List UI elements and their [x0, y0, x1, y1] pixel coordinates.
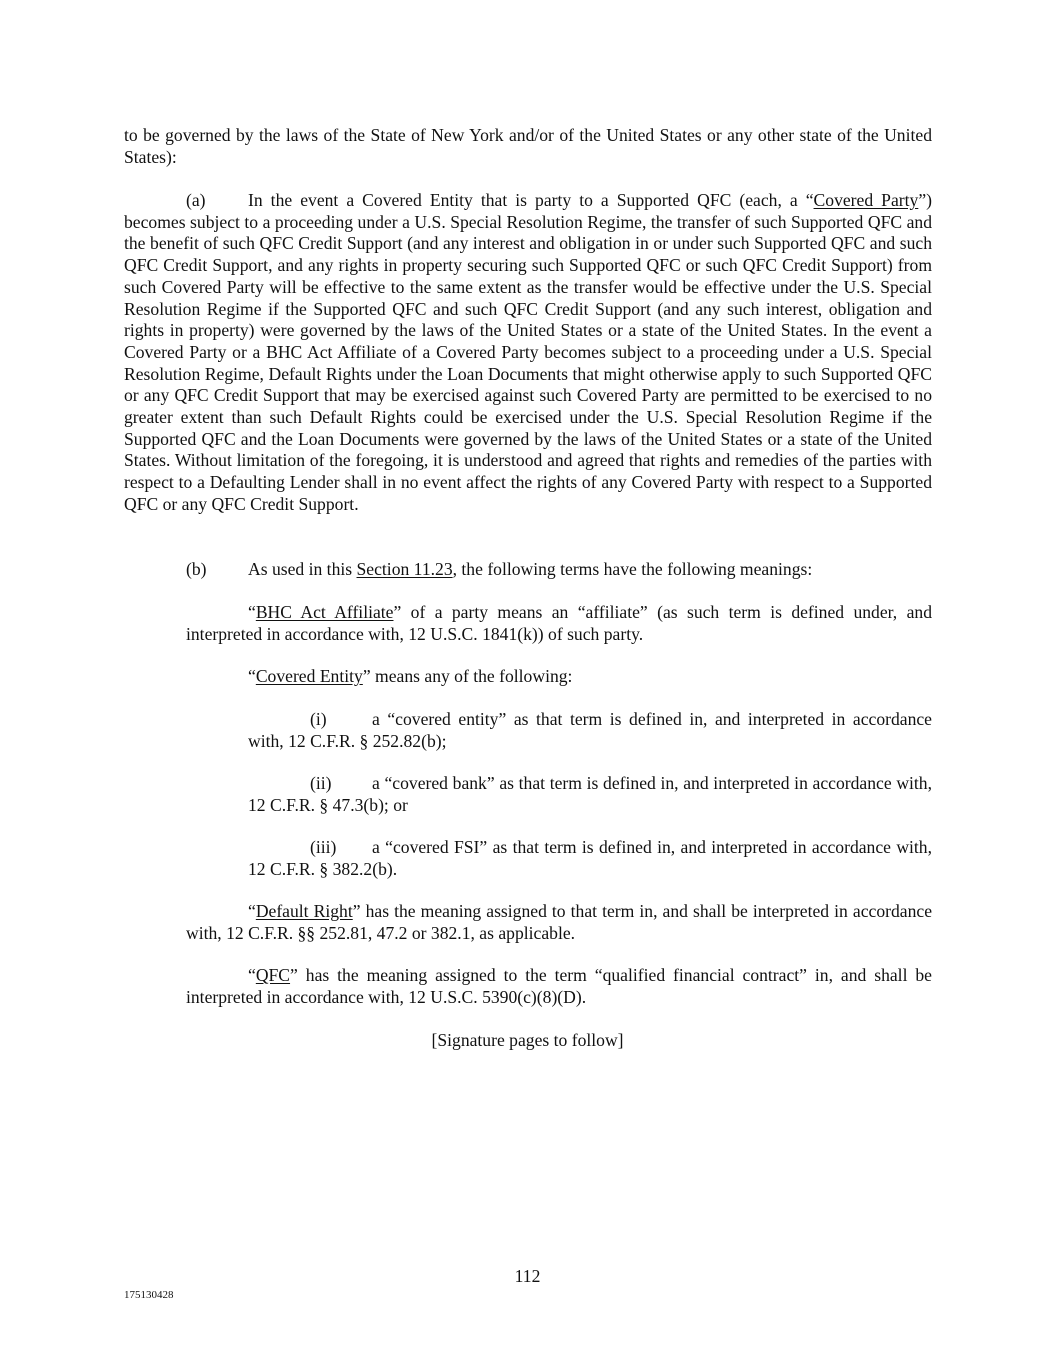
definition-default-right-text: ” has the meaning assigned to that term in, and shall be interpreted in accordance with, 12 C.F.R. §§ 252.81, 47.2 or 382.1, as applicable. [186, 901, 932, 943]
definition-covered-entity [248, 666, 932, 688]
qfc-term: QFC [255, 965, 291, 985]
bhc-act-affiliate-term: BHC Act Affiliate [255, 602, 394, 622]
definition-bhc-act-affiliate [186, 602, 932, 645]
sub-item-label: (i) [310, 709, 327, 729]
definition-open-quote: “ [248, 602, 256, 622]
paragraph-b-label: (b) [186, 559, 207, 579]
definition-open-quote: “ [248, 965, 256, 985]
sub-item-label: (iii) [310, 837, 337, 857]
sub-item-iii [248, 837, 932, 880]
section-reference-link[interactable]: Section 11.23 [356, 559, 453, 579]
paragraph-b [186, 559, 932, 581]
page-number: 112 [514, 1266, 541, 1286]
sub-item-label: (ii) [310, 773, 332, 793]
covered-entity-term: Covered Entity [255, 666, 363, 686]
definition-open-quote: “ [248, 666, 256, 686]
default-right-term: Default Right [255, 901, 353, 921]
sub-item-ii [248, 773, 932, 816]
paragraph-a-text-2: ”) becomes subject to a proceeding under a U.S. Special Resolution Regime, the transfer of such Supported QFC and the benefit of such QFC Credit Support (and any interest and obligation in or under such Supported QFC and such QFC Credit Support, and any rights in property securing such Supported QFC or such QFC Credit Support) from such Covered Party will be effective to the same extent as the transfer would be effective under the U.S. Special Resolution Regime if the Supported QFC and such QFC Credit Support (and any such interest, obligation and rights in property) were governed by the laws of the United States or a state of the United States. In the event a Covered Party or a BHC Act Affiliate of a Covered Party becomes subject to a proceeding under a U.S. Special Resolution Regime, Default Rights under the Loan Documents that might otherwise apply to such Supported QFC or any QFC Credit Support that may be exercised against such Covered Party are permitted to be exercised to no greater extent than such Default Rights could be exercised under the U.S. Special Resolution Regime if the Supported QFC and the Loan Documents were governed by the laws of the United States or a state of the United States. Without limitation of the foregoing, it is understood and agreed that rights and remedies of the parties with respect to a Defaulting Lender shall in no event affect the rights of any Covered Party with respect to a Supported QFC or any QFC Credit Support. [124, 190, 932, 514]
signature-pages-note [0, 1030, 1055, 1052]
sub-item-i [248, 709, 932, 752]
sub-item-text: a “covered bank” as that term is defined in, and interpreted in accordance with, 12 C.F.R. § 47.3(b); or [248, 773, 932, 815]
definition-qfc [186, 965, 932, 1008]
covered-party-term: Covered Party [813, 190, 919, 210]
sub-item-text: a “covered entity” as that term is defined in, and interpreted in accordance with, 12 C.F.R. § 252.82(b); [248, 709, 932, 751]
document-id: 175130428 [124, 1289, 174, 1301]
definition-bhc-text: ” of a party means an “affiliate” (as such term is defined under, and interpreted in accordance with, 12 U.S.C. 1841(k)) of such party. [186, 602, 932, 644]
paragraph-a-label: (a) [186, 190, 206, 210]
definition-covered-entity-text: ” means any of the following: [362, 666, 573, 686]
paragraph-a-text-1: In the event a Covered Entity that is party to a Supported QFC (each, a “ [248, 190, 814, 210]
intro-text: to be governed by the laws of the State of New York and/or of the United States or any other state of the United States): [124, 125, 932, 167]
paragraph-b-text-2: , the following terms have the following meanings: [452, 559, 813, 579]
intro-paragraph [124, 125, 932, 168]
definition-open-quote: “ [248, 901, 256, 921]
definition-qfc-text: ” has the meaning assigned to the term “qualified financial contract” in, and shall be interpreted in accordance with, 12 U.S.C. 5390(c)(8)(D). [186, 965, 932, 1007]
paragraph-a [124, 190, 932, 516]
paragraph-b-text-1: As used in this [248, 559, 357, 579]
definition-default-right [186, 901, 932, 944]
sub-item-text: a “covered FSI” as that term is defined in, and interpreted in accordance with, 12 C.F.R. § 382.2(b). [248, 837, 932, 879]
signature-note-text: [Signature pages to follow] [431, 1030, 624, 1050]
